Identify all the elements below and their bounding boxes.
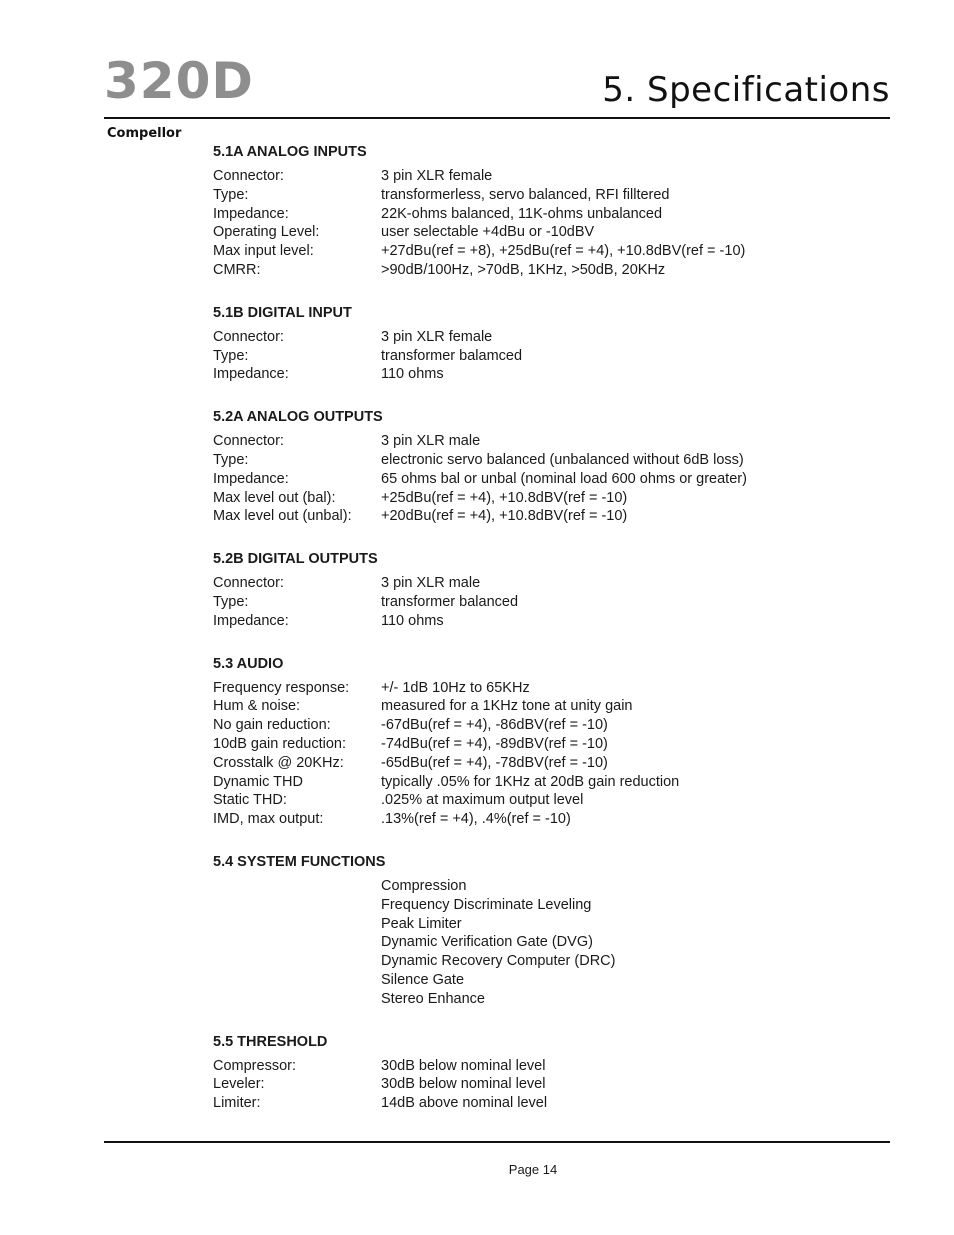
spec-label: Leveler: xyxy=(213,1076,265,1093)
spec-label: Connector: xyxy=(213,328,284,345)
spec-label: Impedance: xyxy=(213,612,289,629)
section-title: 5.3 AUDIO xyxy=(213,655,284,672)
spec-value: 30dB below nominal level xyxy=(381,1057,546,1074)
spec-value: Frequency Discriminate Leveling xyxy=(381,896,592,913)
spec-label xyxy=(213,877,381,896)
spec-label: CMRR: xyxy=(213,261,261,278)
spec-section xyxy=(213,304,853,384)
spec-value: 3 pin XLR female xyxy=(381,328,493,345)
spec-section xyxy=(213,408,853,526)
spec-section xyxy=(213,550,853,630)
spec-value: transformerless, servo balanced, RFI filltered xyxy=(381,186,670,203)
spec-row xyxy=(213,507,853,526)
section-title: 5.2B DIGITAL OUTPUTS xyxy=(213,551,378,568)
spec-value: >90dB/100Hz, >70dB, 1KHz, >50dB, 20KHz xyxy=(381,261,666,278)
spec-row xyxy=(213,735,853,754)
spec-row xyxy=(213,186,853,205)
spec-label: Max level out (unbal): xyxy=(213,508,352,525)
spec-label xyxy=(213,896,381,915)
page-number: Page 14 xyxy=(508,1162,558,1177)
spec-value: electronic servo balanced (unbalanced without 6dB loss) xyxy=(381,451,744,468)
spec-value: Dynamic Verification Gate (DVG) xyxy=(381,934,593,951)
spec-value: transformer balamced xyxy=(381,347,523,364)
page-title: 5. Specifications xyxy=(602,70,890,110)
spec-row xyxy=(213,1094,853,1113)
spec-row xyxy=(213,933,853,952)
spec-label: 10dB gain reduction: xyxy=(213,735,347,752)
spec-section xyxy=(213,1033,853,1113)
spec-section xyxy=(213,655,853,829)
header-divider xyxy=(104,117,890,119)
spec-row xyxy=(213,261,853,280)
section-title: 5.5 THRESHOLD xyxy=(213,1033,328,1050)
spec-row xyxy=(213,347,853,366)
spec-value: 3 pin XLR male xyxy=(381,433,481,450)
spec-row xyxy=(213,896,853,915)
spec-row xyxy=(213,489,853,508)
spec-value: +20dBu(ref = +4), +10.8dBV(ref = -10) xyxy=(381,508,628,525)
spec-value: +/- 1dB 10Hz to 65KHz xyxy=(381,679,530,696)
spec-value: 22K-ohms balanced, 11K-ohms unbalanced xyxy=(381,205,663,222)
spec-section xyxy=(213,143,853,280)
spec-row xyxy=(213,451,853,470)
spec-value: typically .05% for 1KHz at 20dB gain reduction xyxy=(381,773,680,790)
spec-value: -67dBu(ref = +4), -86dBV(ref = -10) xyxy=(381,717,608,734)
spec-value: +25dBu(ref = +4), +10.8dBV(ref = -10) xyxy=(381,489,628,506)
spec-row xyxy=(213,773,853,792)
spec-row xyxy=(213,1057,853,1076)
spec-value: user selectable +4dBu or -10dBV xyxy=(381,224,595,241)
spec-value: 30dB below nominal level xyxy=(381,1076,546,1093)
spec-row xyxy=(213,223,853,242)
spec-label: Max input level: xyxy=(213,243,314,260)
spec-value: 110 ohms xyxy=(381,612,444,629)
spec-label: Connector: xyxy=(213,168,284,184)
spec-value: 65 ohms bal or unbal (nominal load 600 ohms or greater) xyxy=(381,470,747,487)
spec-label xyxy=(213,933,381,952)
spec-label: Impedance: xyxy=(213,470,289,487)
spec-row xyxy=(213,791,853,810)
spec-value: +27dBu(ref = +8), +25dBu(ref = +4), +10.8dBV(ref = -10) xyxy=(381,243,746,260)
spec-row xyxy=(213,205,853,224)
spec-label: Max level out (bal): xyxy=(213,489,336,506)
spec-row xyxy=(213,574,853,593)
spec-row xyxy=(213,432,853,451)
spec-label: Dynamic THD xyxy=(213,773,303,790)
spec-value: 14dB above nominal level xyxy=(381,1095,548,1112)
spec-value: -65dBu(ref = +4), -78dBV(ref = -10) xyxy=(381,754,608,771)
spec-label xyxy=(213,952,381,971)
spec-label: Type: xyxy=(213,451,249,468)
spec-row xyxy=(213,470,853,489)
spec-label xyxy=(213,990,381,1009)
spec-value: Peak Limiter xyxy=(381,915,462,932)
spec-label: Type: xyxy=(213,186,249,203)
spec-label: Limiter: xyxy=(213,1095,261,1112)
spec-label: IMD, max output: xyxy=(213,811,324,828)
spec-row xyxy=(213,365,853,384)
spec-label: Type: xyxy=(213,347,249,364)
spec-label: No gain reduction: xyxy=(213,717,331,734)
spec-row xyxy=(213,1075,853,1094)
spec-label xyxy=(213,915,381,934)
spec-value: .13%(ref = +4), .4%(ref = -10) xyxy=(381,811,571,828)
spec-label: Compressor: xyxy=(213,1057,296,1074)
spec-row xyxy=(213,679,853,698)
spec-row xyxy=(213,697,853,716)
spec-value: -74dBu(ref = +4), -89dBV(ref = -10) xyxy=(381,735,608,752)
spec-label: Connector: xyxy=(213,575,284,592)
spec-content xyxy=(213,143,853,1137)
spec-value: measured for a 1KHz tone at unity gain xyxy=(381,698,633,715)
spec-value: .025% at maximum output level xyxy=(381,792,584,809)
section-title: 5.4 SYSTEM FUNCTIONS xyxy=(213,853,386,870)
spec-row xyxy=(213,242,853,261)
spec-row xyxy=(213,716,853,735)
spec-section xyxy=(213,853,853,1009)
spec-value: Stereo Enhance xyxy=(381,990,485,1007)
spec-row xyxy=(213,877,853,896)
spec-label: Impedance: xyxy=(213,205,289,222)
spec-value: 3 pin XLR male xyxy=(381,575,481,592)
spec-label: Impedance: xyxy=(213,366,289,383)
spec-label xyxy=(213,971,381,990)
spec-row xyxy=(213,612,853,631)
spec-row xyxy=(213,990,853,1009)
section-title: 5.1B DIGITAL INPUT xyxy=(213,304,352,321)
spec-row xyxy=(213,971,853,990)
spec-label: Connector: xyxy=(213,433,284,450)
spec-label: Type: xyxy=(213,593,249,610)
spec-row xyxy=(213,167,853,186)
spec-row xyxy=(213,754,853,773)
spec-value: Dynamic Recovery Computer (DRC) xyxy=(381,953,616,970)
section-title: 5.1A ANALOG INPUTS xyxy=(213,144,367,160)
spec-row xyxy=(213,810,853,829)
spec-row xyxy=(213,593,853,612)
spec-value: transformer balanced xyxy=(381,593,519,610)
spec-label: Hum & noise: xyxy=(213,698,301,715)
section-title: 5.2A ANALOG OUTPUTS xyxy=(213,409,383,426)
spec-row xyxy=(213,328,853,347)
spec-value: Silence Gate xyxy=(381,971,465,988)
product-logo: 320D xyxy=(104,52,254,110)
spec-label: Frequency response: xyxy=(213,679,350,696)
product-subtitle: Compellor xyxy=(107,126,182,141)
spec-label: Static THD: xyxy=(213,792,287,809)
spec-value: 3 pin XLR female xyxy=(381,168,493,184)
spec-label: Operating Level: xyxy=(213,224,320,241)
footer-divider xyxy=(104,1141,890,1143)
spec-row xyxy=(213,915,853,934)
spec-label: Crosstalk @ 20KHz: xyxy=(213,754,344,771)
spec-value: Compression xyxy=(381,877,467,894)
spec-value: 110 ohms xyxy=(381,366,444,383)
spec-row xyxy=(213,952,853,971)
